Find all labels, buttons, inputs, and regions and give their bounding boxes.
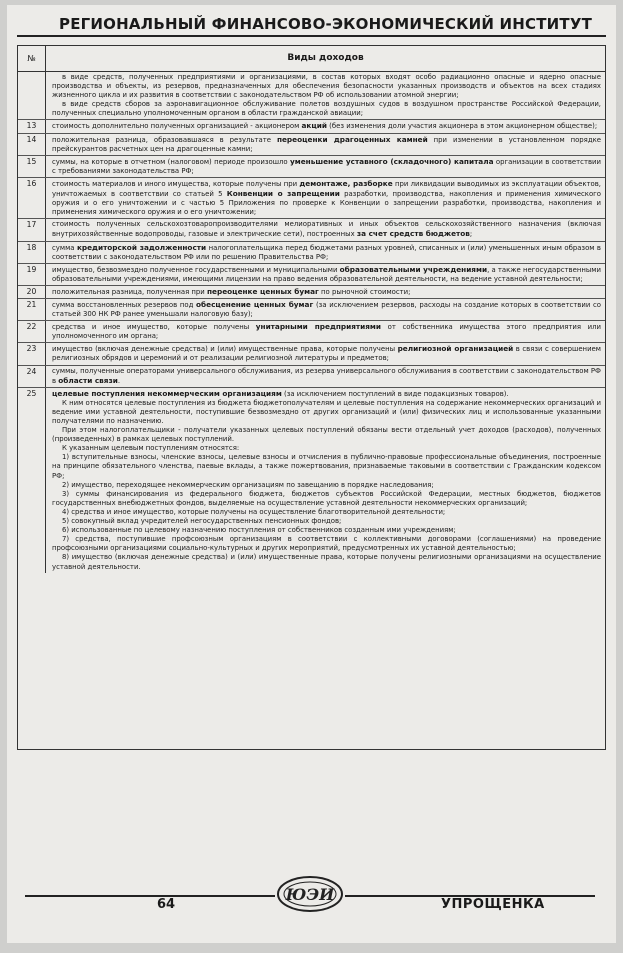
text-segment: организации в соответствии с требованиями законодательства РФ; xyxy=(52,157,601,175)
text-segment: в связи с совершением религиозных обрядов и церемоний и от реализации религиозной литературы и предметов; xyxy=(52,345,601,363)
description-paragraph xyxy=(52,344,601,363)
table-row xyxy=(18,156,605,178)
row-description xyxy=(46,242,605,263)
row-number: 19 xyxy=(18,264,46,285)
text-segment: (за исключением резервов, расходы на создание которых в соответствии со статьей 300 НК РФ ранее уменьшали налоговую базу); xyxy=(52,300,601,319)
table-row xyxy=(18,388,605,573)
emphasized-term: унитарными предприятиями xyxy=(255,322,382,332)
description-paragraph xyxy=(52,157,601,176)
text-segment: При этом налогоплательщики - получатели указанных целевых поступлений обязаны вести отдельный учет доходов (расходов), полученных (произведенных) в рамках целевых поступлений. xyxy=(52,426,601,444)
text-segment: по рыночной стоимости; xyxy=(318,287,411,296)
description-paragraph xyxy=(52,508,601,517)
row-description xyxy=(46,366,605,387)
description-paragraph xyxy=(52,490,601,508)
description-paragraph xyxy=(52,553,601,571)
emphasized-term: переоценке ценных бумаг xyxy=(206,286,319,296)
emphasized-term: целевые поступления некоммерческим организациям xyxy=(52,388,282,398)
row-number: 14 xyxy=(18,134,46,155)
header-divider xyxy=(17,35,606,37)
text-segment: . xyxy=(117,376,121,385)
table-row xyxy=(18,242,605,264)
text-segment: суммы, на которые в отчетном (налоговом) периоде произошло xyxy=(52,157,291,166)
description-paragraph xyxy=(52,526,601,535)
text-segment: положительная разница, образовавшаяся в результате xyxy=(52,135,277,144)
description-paragraph xyxy=(52,535,601,553)
text-segment: имущество, безвозмездно полученное государственными и муниципальными xyxy=(52,265,340,274)
description-paragraph xyxy=(52,481,601,490)
text-segment: стоимость полученных сельскохозтоваропроизводителями мелиоративных и иных объектов сельскохозяйственного назначения (включая внутрихозяйственные водопроводы, газовые и электрические сети), построенных xyxy=(52,220,601,239)
text-segment: в виде средств, полученных предприятиями и организациями, в состав которых входят особо радиационно опасные и ядерно опасные производства и объекты, из резервов, предназначенных для обеспечения безопасности указанных производств и объектов на всех стадиях жизненного цикла и их развития в соответствии с законодательством РФ об использовании атомной энергии; xyxy=(52,73,601,100)
row-number: 25 xyxy=(18,388,46,573)
text-segment: (без изменения доли участия акционера в этом акционерном обществе); xyxy=(326,122,598,131)
description-paragraph xyxy=(52,389,601,399)
description-paragraph xyxy=(52,179,601,217)
text-segment: положительная разница, полученная при xyxy=(52,287,207,296)
emphasized-term: Конвенции о запрещении xyxy=(226,189,340,199)
text-segment: 5) совокупный вклад учредителей негосударственных пенсионных фондов; xyxy=(62,517,342,526)
column-header-number: № xyxy=(18,46,46,71)
text-segment: 6) использованные по целевому назначению поступления от собственников созданным ими учреждениям; xyxy=(62,526,456,535)
emphasized-term: области связи xyxy=(58,375,118,385)
text-segment: К указанным целевым поступлениям относятся: xyxy=(62,444,240,453)
row-description xyxy=(46,299,605,320)
emphasized-term: кредиторской задолженности xyxy=(76,242,207,252)
text-segment: сумма восстановленных резервов под xyxy=(52,300,197,309)
row-number: 21 xyxy=(18,299,46,320)
text-segment: разработки, производства, накопления и применения химического оружия и о его уничтожении и с частью 5 Приложения по проверке к Конвенции о запрещении разработки, производства, накопления и применения химического оружия и о его уничтожении; xyxy=(52,190,601,217)
text-segment: налогоплательщика перед бюджетами разных уровней, списанных и (или) уменьшенных иным образом в соответствии с законодательством РФ или по решению Правительства РФ; xyxy=(52,243,601,261)
page-footer xyxy=(7,857,616,937)
footer-section-title: УПРОЩЕНКА xyxy=(441,897,545,912)
row-number: 22 xyxy=(18,321,46,342)
text-segment: 2) имущество, переходящее некоммерческим организациям по завещанию в порядке наследования; xyxy=(62,480,434,489)
emphasized-term: акций xyxy=(301,121,327,131)
text-segment: 4) средства и иное имущество, которые получены на осуществление благотворительной деятельности; xyxy=(62,507,446,516)
row-description xyxy=(46,219,605,240)
logo-lettering: ЮЭИ xyxy=(285,885,335,904)
description-paragraph xyxy=(52,322,601,341)
table-row xyxy=(18,120,605,133)
row-number: 17 xyxy=(18,219,46,240)
text-segment: при изменении в установленном порядке прейскурантов расчетных цен на драгоценные камни; xyxy=(52,135,601,153)
income-types-table xyxy=(17,45,606,750)
table-row xyxy=(18,299,605,321)
description-paragraph xyxy=(52,426,601,444)
text-segment: стоимость дополнительно полученных организацией - акционером xyxy=(52,122,302,131)
emphasized-term: образовательными учреждениями xyxy=(339,264,488,274)
row-description xyxy=(46,343,605,364)
row-number: 13 xyxy=(18,120,46,132)
emphasized-term: переоценки драгоценных камней xyxy=(276,134,428,144)
text-segment: сумма xyxy=(52,243,77,252)
emphasized-term: демонтаже, разборке xyxy=(299,178,393,188)
text-segment: от собственника имущества этого предприятия или уполномоченного им органа; xyxy=(52,323,601,341)
row-number xyxy=(18,72,46,119)
table-row xyxy=(18,321,605,343)
text-segment: в виде средств сборов за аэронавигационное обслуживание полетов воздушных судов в воздушном пространстве Российской Федерации, полученных специально уполномоченным органом в области гражданской авиации; xyxy=(52,100,601,118)
emphasized-term: обесценение ценных бумаг xyxy=(196,299,314,309)
table-row xyxy=(18,286,605,299)
row-description xyxy=(46,388,605,573)
table-row xyxy=(18,343,605,365)
table-row xyxy=(18,366,605,388)
text-segment: 3) суммы финансирования из федерального бюджета, бюджетов субъектов Российской Федерации, местных бюджетов, бюджетов государственных внебюджетных фондов, выделяемые на осуществление уставной деятельности некоммерческих организаций; xyxy=(52,489,601,507)
table-row xyxy=(18,134,605,156)
page-number: 64 xyxy=(157,897,176,912)
description-paragraph xyxy=(52,517,601,526)
row-number: 24 xyxy=(18,366,46,387)
row-number: 16 xyxy=(18,178,46,218)
text-segment: 7) средства, поступившие профсоюзным организациям в соответствии с коллективными договорами (соглашениями) на проведение профсоюзными организациями социально-культурных и других мероприятий, предусмотренных их уставной деятельностью; xyxy=(52,535,601,553)
description-paragraph xyxy=(52,121,601,131)
text-segment: имущество (включая денежные средства) и (или) имущественные права, которые получены xyxy=(52,345,398,354)
column-header-income-types: Виды доходов xyxy=(287,53,364,63)
table-body xyxy=(18,72,605,573)
description-paragraph xyxy=(52,444,601,453)
text-segment: при ликвидации выводимых из эксплуатации объектов, уничтожаемых в соответствии со статьей 5 xyxy=(52,179,601,199)
emphasized-term: религиозной организацией xyxy=(397,344,514,354)
row-number: 15 xyxy=(18,156,46,177)
description-paragraph xyxy=(52,100,601,118)
table-row xyxy=(18,72,605,120)
description-paragraph xyxy=(52,367,601,386)
description-paragraph xyxy=(52,243,601,262)
text-segment: К ним относятся целевые поступления из бюджета бюджетополучателям и целевые поступления на содержание некоммерческих организаций и ведение ими уставной деятельности, поступившие безвозмездно от других организаций и (или) физических лиц и использованные указанными получателями по назначению. xyxy=(52,398,601,425)
description-paragraph xyxy=(52,220,601,239)
row-description xyxy=(46,156,605,177)
document-page xyxy=(7,5,616,943)
text-segment: ; xyxy=(469,230,473,239)
row-description xyxy=(46,321,605,342)
table-header xyxy=(18,46,605,72)
description-paragraph xyxy=(52,453,601,480)
text-segment: 1) вступительные взносы, членские взносы, целевые взносы и отчисления в публично-правовые профессиональные объединения, построенные на принципе обязательного членства, паевые вклады, а также пожертвования, признаваемые таковыми в соответствии с Гражданским кодексом РФ; xyxy=(52,453,601,480)
table-row xyxy=(18,264,605,286)
text-segment: (за исключением поступлений в виде подакцизных товаров). xyxy=(281,389,509,398)
footer-divider-left xyxy=(25,895,275,897)
row-description xyxy=(46,286,605,298)
row-number: 23 xyxy=(18,343,46,364)
row-number: 20 xyxy=(18,286,46,298)
text-segment: средства и иное имущество, которые получены xyxy=(52,323,256,332)
institute-title: РЕГИОНАЛЬНЫЙ ФИНАНСОВО-ЭКОНОМИЧЕСКИЙ ИНСТИТУТ xyxy=(59,15,593,33)
table-row xyxy=(18,178,605,219)
text-segment: 8) имущество (включая денежные средства) и (или) имущественные права, которые получены религиозными организациями на осуществление уставной деятельности. xyxy=(52,553,601,571)
row-number: 18 xyxy=(18,242,46,263)
description-paragraph xyxy=(52,265,601,284)
text-segment: , а также негосударственными образовательными учреждениями, имеющими лицензии на право ведения образовательной деятельности, на ведение уставной деятельности; xyxy=(52,265,601,283)
row-description xyxy=(46,178,605,218)
emphasized-term: за счет средств бюджетов xyxy=(356,229,470,239)
description-paragraph xyxy=(52,73,601,100)
institute-logo xyxy=(275,873,345,915)
emphasized-term: уменьшение уставного (складочного) капитала xyxy=(290,156,494,166)
row-description xyxy=(46,72,605,119)
description-paragraph xyxy=(52,287,601,297)
description-paragraph xyxy=(52,399,601,426)
text-segment: стоимость материалов и иного имущества, которые получены при xyxy=(52,179,300,188)
row-description xyxy=(46,120,605,132)
text-segment: суммы, полученные операторами универсального обслуживания, из резерва универсального обслуживания в соответствии с законодательством РФ в xyxy=(52,366,601,385)
table-row xyxy=(18,219,605,241)
description-paragraph xyxy=(52,135,601,154)
row-description xyxy=(46,134,605,155)
row-description xyxy=(46,264,605,285)
description-paragraph xyxy=(52,300,601,319)
